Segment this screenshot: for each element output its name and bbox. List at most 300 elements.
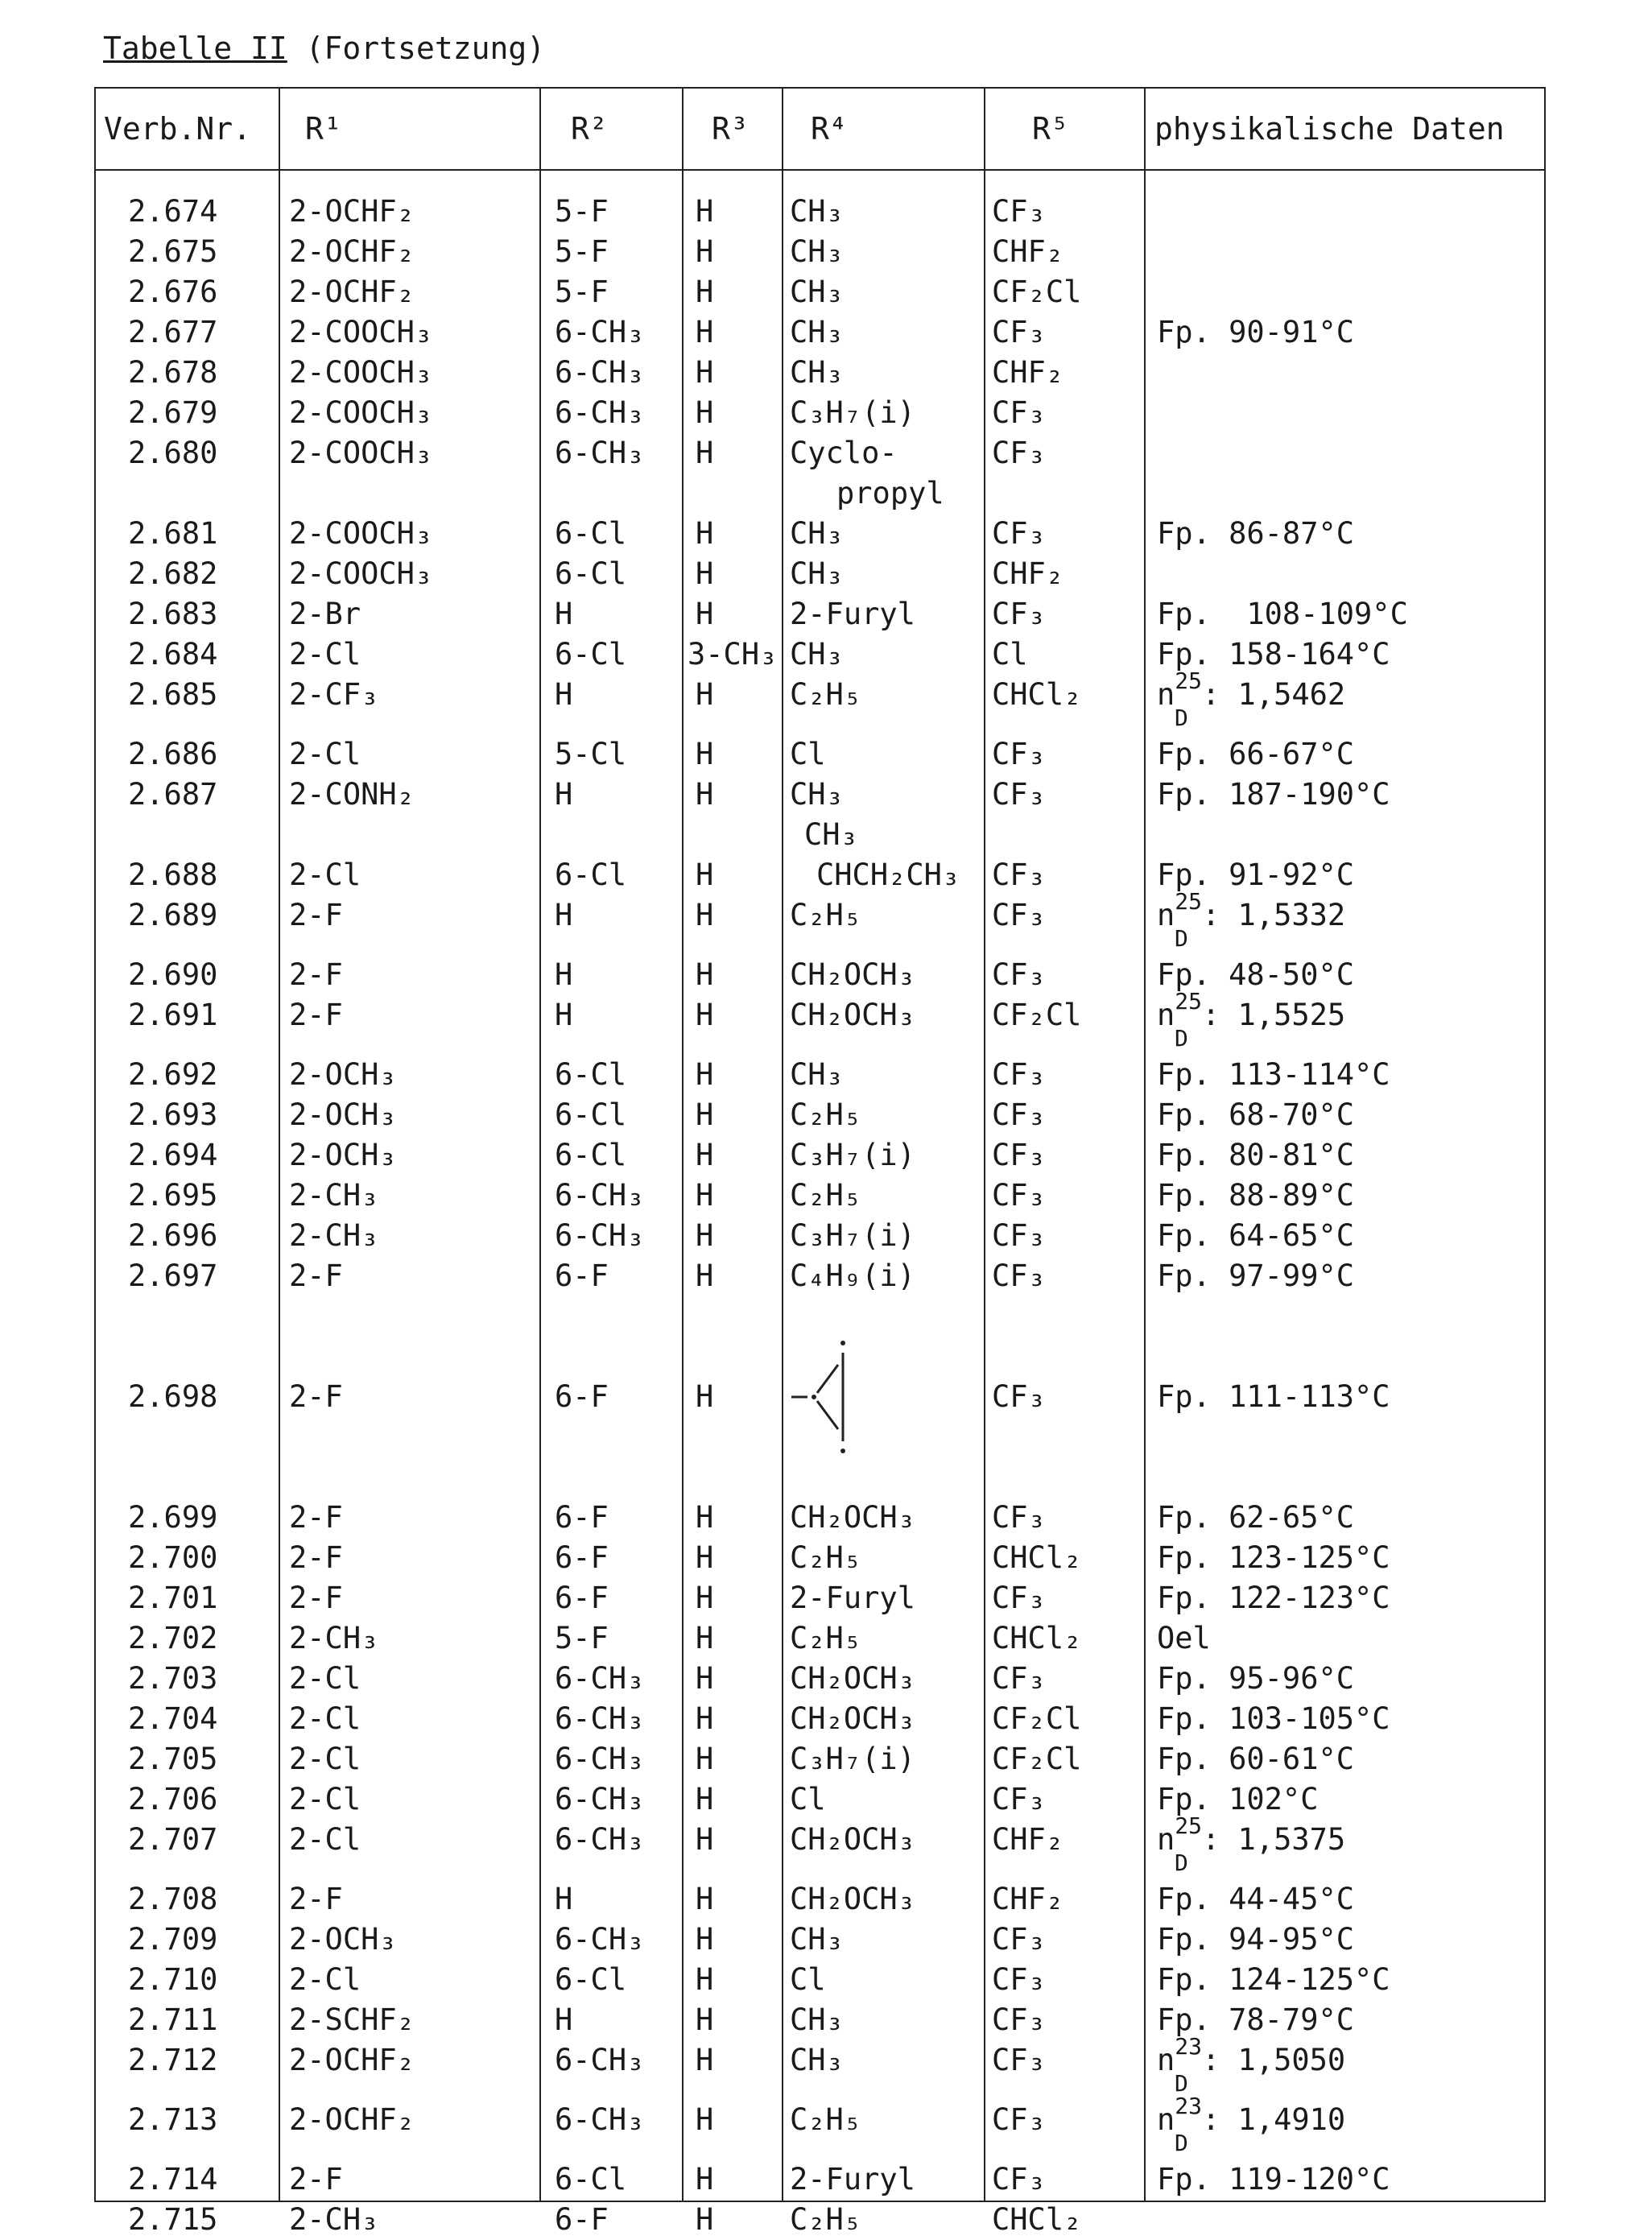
r4-cell: CH₃ xyxy=(790,353,844,393)
r1-cell: 2-COOCH₃ xyxy=(289,393,432,433)
r2-cell: 6-F xyxy=(555,1377,609,1417)
physical-data-cell: Fp. 94-95°C xyxy=(1157,1920,1354,1960)
r5-cell: CF₃ xyxy=(992,393,1046,433)
compound-number: 2.679 xyxy=(128,393,217,433)
r4-cell: CH₂OCH₃ xyxy=(790,955,915,995)
r4-cell-continuation: propyl xyxy=(836,473,944,514)
r1-cell: 2-Cl xyxy=(289,1960,361,2000)
r2-cell: 6-F xyxy=(555,1498,609,1538)
r4-cell: Cyclo- xyxy=(790,433,898,473)
r2-cell: H xyxy=(555,1879,572,1920)
r2-cell: 6-CH₃ xyxy=(555,1739,644,1779)
r4-cell: C₂H₅ xyxy=(790,1095,861,1135)
r2-cell: 6-Cl xyxy=(555,1095,626,1135)
refractive-index-temperature: 25 xyxy=(1175,1812,1202,1839)
r1-cell: 2-OCH₃ xyxy=(289,1135,397,1176)
compound-number: 2.695 xyxy=(128,1176,217,1216)
r2-cell: 6-F xyxy=(555,1578,609,1618)
r1-cell: 2-OCHF₂ xyxy=(289,2040,415,2081)
r4-cell: CH₂OCH₃ xyxy=(790,1820,915,1860)
r2-cell: 6-Cl xyxy=(555,1960,626,2000)
compound-number: 2.683 xyxy=(128,594,217,634)
r1-cell: 2-F xyxy=(289,2159,343,2200)
compound-number: 2.685 xyxy=(128,675,217,715)
header-r5: R⁵ xyxy=(1032,89,1069,169)
r4-cell: Cl xyxy=(790,1960,826,2000)
r2-cell: 6-CH₃ xyxy=(555,433,644,473)
table-row xyxy=(96,1176,1544,1216)
compound-number: 2.696 xyxy=(128,1216,217,1256)
compound-number: 2.686 xyxy=(128,734,217,775)
r5-cell: CF₂Cl xyxy=(992,1739,1081,1779)
r4-cell: CH₂OCH₃ xyxy=(790,1659,915,1699)
r1-cell: 2-F xyxy=(289,895,343,936)
table-row xyxy=(96,1256,1544,1296)
r1-cell: 2-Cl xyxy=(289,1779,361,1820)
r1-cell: 2-CH₃ xyxy=(289,1216,378,1256)
physical-data-cell: Fp. 66-67°C xyxy=(1157,734,1354,775)
r1-cell: 2-CF₃ xyxy=(289,675,378,715)
table-row xyxy=(96,594,1544,634)
table-row xyxy=(96,1659,1544,1699)
r3-cell: 3-CH₃ xyxy=(688,634,777,675)
refractive-index-d-line: D xyxy=(1175,707,1188,729)
r2-cell: 6-CH₃ xyxy=(555,1216,644,1256)
r4-cell: CH₃ xyxy=(790,272,844,312)
r4-cell: Cl xyxy=(790,734,826,775)
r3-cell: H xyxy=(696,312,713,353)
compound-number: 2.684 xyxy=(128,634,217,675)
r1-cell: 2-COOCH₃ xyxy=(289,353,432,393)
r1-cell: 2-Cl xyxy=(289,634,361,675)
compound-number: 2.704 xyxy=(128,1699,217,1739)
compound-table xyxy=(94,87,1546,2202)
refractive-index-value: : 1,5525 xyxy=(1202,998,1345,1032)
compound-number: 2.710 xyxy=(128,1960,217,2000)
r5-cell: CF₃ xyxy=(992,192,1046,232)
r4-cell: CH₃ xyxy=(790,775,844,815)
compound-number: 2.688 xyxy=(128,855,217,895)
refractive-index-temperature: 25 xyxy=(1175,988,1202,1015)
refractive-index xyxy=(1157,2040,1345,2081)
r5-cell: CF₃ xyxy=(992,1920,1046,1960)
r2-cell: 6-Cl xyxy=(555,634,626,675)
physical-data-cell: Fp. 64-65°C xyxy=(1157,1216,1354,1256)
physical-data-cell: Fp. 124-125°C xyxy=(1157,1960,1390,2000)
physical-data-cell xyxy=(1157,1820,1345,1860)
r4-cell: 2-Furyl xyxy=(790,594,915,634)
r4-cell: CH₃ xyxy=(790,634,844,675)
r1-cell: 2-OCHF₂ xyxy=(289,232,415,272)
r1-cell: 2-Br xyxy=(289,594,361,634)
r3-cell: H xyxy=(696,1498,713,1538)
r2-cell: H xyxy=(555,675,572,715)
r1-cell: 2-COOCH₃ xyxy=(289,433,432,473)
header-r3: R³ xyxy=(712,89,749,169)
refractive-index xyxy=(1157,995,1345,1035)
r1-cell: 2-Cl xyxy=(289,1659,361,1699)
r1-cell: 2-COOCH₃ xyxy=(289,514,432,554)
compound-number: 2.708 xyxy=(128,1879,217,1920)
refractive-index-symbol: n xyxy=(1157,2043,1175,2077)
r1-cell: 2-Cl xyxy=(289,1820,361,1860)
compound-number: 2.712 xyxy=(128,2040,217,2081)
r1-cell: 2-OCH₃ xyxy=(289,1920,397,1960)
physical-data-cell: Fp. 158-164°C xyxy=(1157,634,1390,675)
table-row xyxy=(96,1135,1544,1176)
header-r2: R² xyxy=(571,89,608,169)
r5-cell: CF₃ xyxy=(992,2040,1046,2081)
physical-data-cell: Oel xyxy=(1157,1618,1211,1659)
refractive-index-d-line: D xyxy=(1175,1852,1188,1874)
physical-data-cell: Fp. 97-99°C xyxy=(1157,1256,1354,1296)
r3-cell: H xyxy=(696,895,713,936)
physical-data-cell xyxy=(1157,2100,1345,2140)
r1-cell: 2-F xyxy=(289,1377,343,1417)
r3-cell: H xyxy=(696,514,713,554)
r4-cell: CH₂OCH₃ xyxy=(790,1498,915,1538)
r3-cell: H xyxy=(696,353,713,393)
compound-number: 2.702 xyxy=(128,1618,217,1659)
table-row xyxy=(96,353,1544,393)
r5-cell: CF₃ xyxy=(992,955,1046,995)
r3-cell: H xyxy=(696,393,713,433)
header-verb-nr: Verb.Nr. xyxy=(104,89,251,169)
r2-cell: H xyxy=(555,775,572,815)
compound-number: 2.691 xyxy=(128,995,217,1035)
r5-cell: CF₃ xyxy=(992,1216,1046,1256)
r2-cell: 6-CH₃ xyxy=(555,1176,644,1216)
table-row xyxy=(96,734,1544,775)
physical-data-cell: Fp. 62-65°C xyxy=(1157,1498,1354,1538)
r5-cell: CHF₂ xyxy=(992,554,1063,594)
r3-cell: H xyxy=(696,1779,713,1820)
r4-cell: C₂H₅ xyxy=(790,2100,861,2140)
physical-data-cell: Fp. 108-109°C xyxy=(1157,594,1408,634)
table-row xyxy=(96,2040,1544,2081)
r4-cell: CH₃ xyxy=(790,192,844,232)
r4-cell: C₃H₇(i) xyxy=(790,1739,915,1779)
compound-number: 2.706 xyxy=(128,1779,217,1820)
header-r1: R¹ xyxy=(305,89,342,169)
physical-data-cell: Fp. 113-114°C xyxy=(1157,1055,1390,1095)
physical-data-cell: Fp. 123-125°C xyxy=(1157,1538,1390,1578)
refractive-index-temperature: 23 xyxy=(1175,2093,1202,2119)
r1-cell: 2-F xyxy=(289,1256,343,1296)
table-row xyxy=(96,1216,1544,1256)
r4-cell: C₂H₅ xyxy=(790,1618,861,1659)
r4-cell: CH₂OCH₃ xyxy=(790,995,915,1035)
table-row xyxy=(96,1377,1544,1417)
r5-cell: CHCl₂ xyxy=(992,675,1081,715)
r3-cell: H xyxy=(696,2100,713,2140)
r3-cell: H xyxy=(696,1659,713,1699)
r1-cell: 2-F xyxy=(289,995,343,1035)
table-row xyxy=(96,2159,1544,2200)
table-row xyxy=(96,433,1544,514)
physical-data-cell: Fp. 111-113°C xyxy=(1157,1377,1390,1417)
r5-cell: CF₃ xyxy=(992,1377,1046,1417)
r3-cell: H xyxy=(696,1256,713,1296)
r5-cell: CHCl₂ xyxy=(992,2200,1081,2240)
compound-number: 2.713 xyxy=(128,2100,217,2140)
table-row xyxy=(96,955,1544,995)
r3-cell: H xyxy=(696,955,713,995)
r3-cell: H xyxy=(696,1699,713,1739)
table-row xyxy=(96,192,1544,232)
compound-number: 2.709 xyxy=(128,1920,217,1960)
r3-cell: H xyxy=(696,1095,713,1135)
r4-cell: CH₃ xyxy=(790,2000,844,2040)
physical-data-cell: Fp. 86-87°C xyxy=(1157,514,1354,554)
r2-cell: 6-Cl xyxy=(555,514,626,554)
table-row xyxy=(96,514,1544,554)
compound-number: 2.678 xyxy=(128,353,217,393)
r1-cell: 2-F xyxy=(289,1538,343,1578)
r5-cell: CHF₂ xyxy=(992,1879,1063,1920)
r3-cell: H xyxy=(696,1055,713,1095)
refractive-index-d-line: D xyxy=(1175,2073,1188,2095)
physical-data-cell: Fp. 48-50°C xyxy=(1157,955,1354,995)
r5-cell: CF₃ xyxy=(992,2159,1046,2200)
physical-data-cell: Fp. 187-190°C xyxy=(1157,775,1390,815)
r5-cell: CF₃ xyxy=(992,433,1046,473)
r4-cell: CHCH₂CH₃ xyxy=(816,855,960,895)
r3-cell: H xyxy=(696,232,713,272)
r2-cell: H xyxy=(555,895,572,936)
r4-cell: C₄H₉(i) xyxy=(790,1256,915,1296)
r5-cell: CF₃ xyxy=(992,1256,1046,1296)
compound-number: 2.680 xyxy=(128,433,217,473)
r1-cell: 2-CONH₂ xyxy=(289,775,415,815)
table-row xyxy=(96,1538,1544,1578)
r2-cell: 6-CH₃ xyxy=(555,312,644,353)
r2-cell: 6-Cl xyxy=(555,855,626,895)
compound-number: 2.707 xyxy=(128,1820,217,1860)
refractive-index-symbol: n xyxy=(1157,898,1175,932)
r5-cell: CF₃ xyxy=(992,1135,1046,1176)
compound-number: 2.693 xyxy=(128,1095,217,1135)
r5-cell: Cl xyxy=(992,634,1028,675)
table-row xyxy=(96,895,1544,936)
header-divider xyxy=(96,169,1544,171)
r4-cell: CH₃ xyxy=(790,2040,844,2081)
physical-data-cell: Fp. 90-91°C xyxy=(1157,312,1354,353)
r3-cell: H xyxy=(696,2040,713,2081)
compound-number: 2.711 xyxy=(128,2000,217,2040)
r4-cell: CH₂OCH₃ xyxy=(790,1699,915,1739)
table-caption xyxy=(103,31,545,66)
compound-number: 2.715 xyxy=(128,2200,217,2240)
refractive-index xyxy=(1157,895,1345,936)
r2-cell: 6-CH₃ xyxy=(555,2040,644,2081)
physical-data-cell xyxy=(1157,995,1345,1035)
r5-cell: CF₃ xyxy=(992,895,1046,936)
r5-cell: CF₃ xyxy=(992,855,1046,895)
r2-cell: H xyxy=(555,995,572,1035)
table-row xyxy=(96,1879,1544,1920)
r4-cell: 2-Furyl xyxy=(790,1578,915,1618)
r5-cell: CHF₂ xyxy=(992,232,1063,272)
compound-number: 2.676 xyxy=(128,272,217,312)
r2-cell: 6-F xyxy=(555,1256,609,1296)
r5-cell: CF₃ xyxy=(992,1055,1046,1095)
r5-cell: CF₃ xyxy=(992,514,1046,554)
r3-cell: H xyxy=(696,554,713,594)
compound-number: 2.699 xyxy=(128,1498,217,1538)
refractive-index-value: : 1,5462 xyxy=(1202,677,1345,712)
r2-cell: 6-Cl xyxy=(555,2159,626,2200)
r2-cell: 6-F xyxy=(555,1538,609,1578)
r3-cell: H xyxy=(696,1538,713,1578)
table-row xyxy=(96,995,1544,1035)
compound-number: 2.703 xyxy=(128,1659,217,1699)
r2-cell: 6-CH₃ xyxy=(555,353,644,393)
refractive-index xyxy=(1157,675,1345,715)
r2-cell: H xyxy=(555,2000,572,2040)
r1-cell: 2-COOCH₃ xyxy=(289,554,432,594)
r3-cell: H xyxy=(696,1879,713,1920)
physical-data-cell: Fp. 95-96°C xyxy=(1157,1659,1354,1699)
refractive-index-d-line: D xyxy=(1175,2132,1188,2155)
r5-cell: CF₃ xyxy=(992,734,1046,775)
r5-cell: CF₃ xyxy=(992,1498,1046,1538)
r1-cell: 2-Cl xyxy=(289,734,361,775)
table-row xyxy=(96,1498,1544,1538)
refractive-index-value: : 1,5050 xyxy=(1202,2043,1345,2077)
refractive-index-value: : 1,4910 xyxy=(1202,2102,1345,2137)
r2-cell: 5-F xyxy=(555,1618,609,1659)
physical-data-cell: Fp. 122-123°C xyxy=(1157,1578,1390,1618)
refractive-index xyxy=(1157,2100,1345,2140)
table-row xyxy=(96,1739,1544,1779)
r3-cell: H xyxy=(696,192,713,232)
physical-data-cell: Fp. 119-120°C xyxy=(1157,2159,1390,2200)
physical-data-cell: Fp. 78-79°C xyxy=(1157,2000,1354,2040)
r2-cell: H xyxy=(555,594,572,634)
r2-cell: 6-CH₃ xyxy=(555,1659,644,1699)
physical-data-cell xyxy=(1157,2040,1345,2081)
r1-cell: 2-COOCH₃ xyxy=(289,312,432,353)
r3-cell: H xyxy=(696,272,713,312)
table-row xyxy=(96,1618,1544,1659)
r4-cell: C₃H₇(i) xyxy=(790,393,915,433)
r4-cell: CH₃ xyxy=(790,232,844,272)
refractive-index-symbol: n xyxy=(1157,998,1175,1032)
compound-number: 2.697 xyxy=(128,1256,217,1296)
table-row xyxy=(96,775,1544,815)
r5-cell: CF₃ xyxy=(992,1659,1046,1699)
compound-number: 2.698 xyxy=(128,1377,217,1417)
compound-number: 2.687 xyxy=(128,775,217,815)
table-row xyxy=(96,1920,1544,1960)
refractive-index-symbol: n xyxy=(1157,1822,1175,1857)
r5-cell: CHCl₂ xyxy=(992,1538,1081,1578)
r4-cell: C₂H₅ xyxy=(790,675,861,715)
r5-cell: CF₃ xyxy=(992,2000,1046,2040)
physical-data-cell: Fp. 68-70°C xyxy=(1157,1095,1354,1135)
r5-cell: CF₃ xyxy=(992,1578,1046,1618)
table-row xyxy=(96,312,1544,353)
table-row xyxy=(96,554,1544,594)
physical-data-cell: Fp. 60-61°C xyxy=(1157,1739,1354,1779)
r5-cell: CF₃ xyxy=(992,594,1046,634)
compound-number: 2.701 xyxy=(128,1578,217,1618)
r5-cell: CHF₂ xyxy=(992,1820,1063,1860)
r2-cell: 5-F xyxy=(555,192,609,232)
r3-cell: H xyxy=(696,855,713,895)
r5-cell: CF₃ xyxy=(992,1176,1046,1216)
r3-cell: H xyxy=(696,433,713,473)
r3-cell: H xyxy=(696,594,713,634)
refractive-index-temperature: 25 xyxy=(1175,667,1202,694)
r4-cell: Cl xyxy=(790,1779,826,1820)
r5-cell: CF₂Cl xyxy=(992,272,1081,312)
refractive-index-value: : 1,5332 xyxy=(1202,898,1345,932)
physical-data-cell: Fp. 80-81°C xyxy=(1157,1135,1354,1176)
table-row xyxy=(96,1779,1544,1820)
table-title: Tabelle II xyxy=(103,31,287,66)
header-physical-data: physikalische Daten xyxy=(1154,89,1505,169)
r4-cell: CH₃ xyxy=(790,1920,844,1960)
r3-cell: H xyxy=(696,1920,713,1960)
r3-cell: H xyxy=(696,1578,713,1618)
r4-cell: C₂H₅ xyxy=(790,2200,861,2240)
physical-data-cell: Fp. 88-89°C xyxy=(1157,1176,1354,1216)
r1-cell: 2-OCHF₂ xyxy=(289,192,415,232)
table-row xyxy=(96,1820,1544,1860)
r5-cell: CF₃ xyxy=(992,1779,1046,1820)
table-row xyxy=(96,393,1544,433)
r5-cell: CF₂Cl xyxy=(992,995,1081,1035)
r5-cell: CF₃ xyxy=(992,1095,1046,1135)
table-row xyxy=(96,272,1544,312)
r2-cell: 6-CH₃ xyxy=(555,1920,644,1960)
r1-cell: 2-OCHF₂ xyxy=(289,272,415,312)
r2-cell: 5-F xyxy=(555,232,609,272)
table-row xyxy=(96,232,1544,272)
table-row xyxy=(96,2000,1544,2040)
r3-cell: H xyxy=(696,2000,713,2040)
r5-cell: CHCl₂ xyxy=(992,1618,1081,1659)
r3-cell: H xyxy=(696,2200,713,2240)
r3-cell: H xyxy=(696,1618,713,1659)
physical-data-cell: Fp. 103-105°C xyxy=(1157,1699,1390,1739)
r5-cell: CF₃ xyxy=(992,775,1046,815)
compound-number: 2.705 xyxy=(128,1739,217,1779)
r3-cell: H xyxy=(696,734,713,775)
r1-cell: 2-OCH₃ xyxy=(289,1095,397,1135)
compound-number: 2.681 xyxy=(128,514,217,554)
r5-cell: CF₃ xyxy=(992,312,1046,353)
r1-cell: 2-CH₃ xyxy=(289,1176,378,1216)
table-row xyxy=(96,1699,1544,1739)
physical-data-cell xyxy=(1157,675,1345,715)
r2-cell: H xyxy=(555,955,572,995)
r3-cell: H xyxy=(696,1377,713,1417)
r4-cell: C₂H₅ xyxy=(790,1176,861,1216)
r2-cell: 6-CH₃ xyxy=(555,2100,644,2140)
refractive-index-d-line: D xyxy=(1175,1027,1188,1050)
r1-cell: 2-OCH₃ xyxy=(289,1055,397,1095)
refractive-index xyxy=(1157,1820,1345,1860)
r4-cell: CH₃ xyxy=(790,514,844,554)
r4-cell: CH₃ xyxy=(790,554,844,594)
compound-number: 2.677 xyxy=(128,312,217,353)
compound-number: 2.694 xyxy=(128,1135,217,1176)
physical-data-cell: Fp. 91-92°C xyxy=(1157,855,1354,895)
compound-number: 2.690 xyxy=(128,955,217,995)
